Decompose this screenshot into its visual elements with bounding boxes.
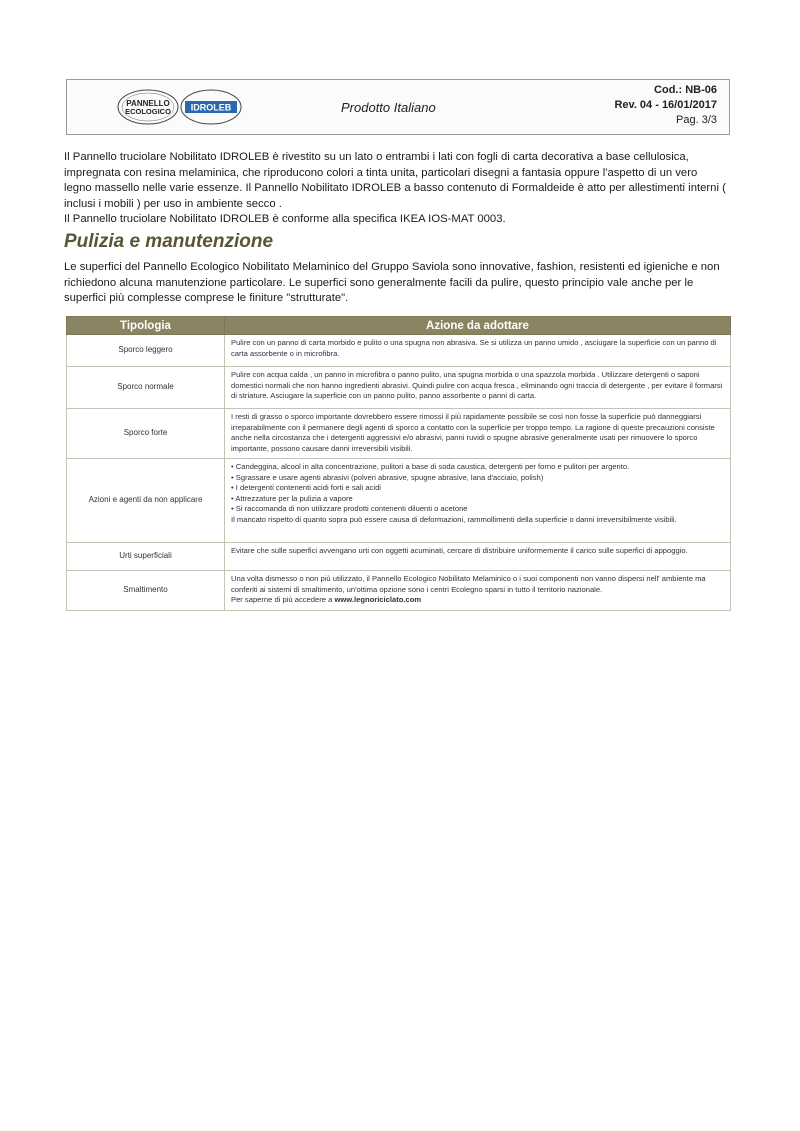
- row-type: Azioni e agenti da non applicare: [67, 459, 225, 543]
- intro-paragraph-2: Il Pannello truciolare Nobilitato IDROLEB è conforme alla specifica IKEA IOS-MAT 0003.: [64, 213, 506, 225]
- page-number: Pag. 3/3: [676, 114, 717, 126]
- svg-text:PANNELLO: PANNELLO: [126, 99, 170, 108]
- prohibited-agents-list: [231, 462, 724, 515]
- website-link[interactable]: www.legnoriciclato.com: [334, 595, 422, 605]
- table-row: [67, 409, 731, 459]
- column-header-type: Tipologia: [67, 317, 225, 335]
- pannello-ecologico-logo: [118, 90, 178, 124]
- section-title: Pulizia e manutenzione: [64, 231, 274, 252]
- row-action: Pulire con un panno di carta morbido e pulito o una spugna non abrasiva. Se si utilizza un panno umido , asciugare la superficie con un panno di carta assorbente o in microfibra.: [225, 335, 731, 367]
- link-prefix: Per saperne di più accedere a: [231, 595, 335, 605]
- list-item: • Attrezzature per la pulizia a vapore: [231, 494, 724, 505]
- row-type: Sporco leggero: [67, 335, 225, 367]
- section-intro: Le superfici del Pannello Ecologico Nobilitato Melaminico del Gruppo Saviola sono innovative, fashion, resistenti ed igieniche e non richiedono alcuna manutenzione particolare. Le superfici sono generalmente facili da pulire, questo principio vale anche per le superfici più complesse comprese le finiture "strutturate".: [64, 261, 720, 304]
- svg-text:ECOLOGICO: ECOLOGICO: [125, 107, 171, 116]
- intro-paragraph-1: Il Pannello truciolare Nobilitato IDROLEB è rivestito su un lato o entrambi i lati con fogli di carta decorativa a base cellulosica, impregnata con resina melaminica, che riproducono colori a tinta unita, particolari disegni a fantasia oppure l'aspetto di un vero legno massello nelle varie essenze. Il Pannello Nobilitato IDROLEB a basso contenuto di Formaldeide è atto per allestimenti interni ( inclusi i mobili ) per uso in ambiente secco .: [64, 151, 726, 210]
- column-header-action: Azione da adottare: [225, 317, 731, 335]
- document-revision: Rev. 04 - 16/01/2017: [614, 99, 717, 111]
- list-item: • I detergenti contenenti acidi forti e sali acidi: [231, 483, 724, 494]
- row-action: Pulire con acqua calda , un panno in microfibra o panno pulito, una spugna morbida o una spazzola morbida . Utilizzare detergenti o saponi domestici normali che non hanno ingredienti abrasivi. Quindi pulire con acqua fresca , eliminando ogni traccia di detergente , per evitare il formarsi di striature. Asciugare la superficie con un panno pulito, panno assorbente o panni di carta.: [225, 367, 731, 409]
- svg-text:IDROLEB: IDROLEB: [190, 102, 232, 113]
- row-action: I resti di grasso o sporco importante dovrebbero essere rimossi il più rapidamente possibile se così non fosse la superficie può danneggiarsi irreparabilmente con il permanere degli agenti di sporco a contatto con la superficie per troppo tempo. La ragione di queste precauzioni consiste anche nella circostanza che i detergenti aggressivi e/o abrasivi, panni ruvidi o spugne abrasive generalmente usati per rimuovere lo sporco importante, possono causare danni irreversibili visibili.: [225, 409, 731, 459]
- row-action: [225, 571, 731, 611]
- document-code: Cod.: NB-06: [654, 84, 717, 96]
- row-type: Urti superficiali: [67, 543, 225, 571]
- table-row: [67, 367, 731, 409]
- row-action: Evitare che sulle superfici avvengano urti con oggetti acuminati, cercare di distribuire uniformemente il carico sulle superfici di appoggio.: [225, 543, 731, 571]
- table-row: [67, 543, 731, 571]
- row-type: Sporco forte: [67, 409, 225, 459]
- row-type: Smaltimento: [67, 571, 225, 611]
- list-item: • Si raccomanda di non utilizzare prodotti contenenti diluenti o acetone: [231, 504, 724, 515]
- idroleb-logo: [181, 90, 241, 124]
- header-title: Prodotto Italiano: [341, 100, 436, 115]
- table-header-row: [67, 317, 731, 335]
- disposal-text: Una volta dismesso o non più utilizzato, il Pannello Ecologico Nobilitato Melaminico o i suoi componenti non vanno dispersi nell' ambiente ma conferiti ai sistemi di smaltimento, un'ottima opzione sono i centri Ecolegno sparsi in tutto il territorio nazionale.: [231, 574, 706, 594]
- list-item: • Sgrassare e usare agenti abrasivi (polveri abrasive, spugne abrasive, lana d'acciaio, polish): [231, 473, 724, 484]
- row-type: Sporco normale: [67, 367, 225, 409]
- warning-note: Il mancato rispetto di quanto sopra può essere causa di deformazioni, rammollimenti della superficie o danni irreversibilmente visibili.: [231, 514, 677, 524]
- row-action: [225, 459, 731, 543]
- list-item: • Candeggina, alcool in alta concentrazione, pulitori a base di soda caustica, detergenti per forno e pulitori per argento.: [231, 462, 724, 473]
- company-logos: [115, 87, 245, 127]
- intro-text: [64, 150, 728, 228]
- document-meta: [614, 83, 717, 128]
- table-row: [67, 459, 731, 543]
- maintenance-table: [66, 316, 731, 611]
- table-row: [67, 571, 731, 611]
- table-row: [67, 335, 731, 367]
- document-header: [66, 79, 730, 135]
